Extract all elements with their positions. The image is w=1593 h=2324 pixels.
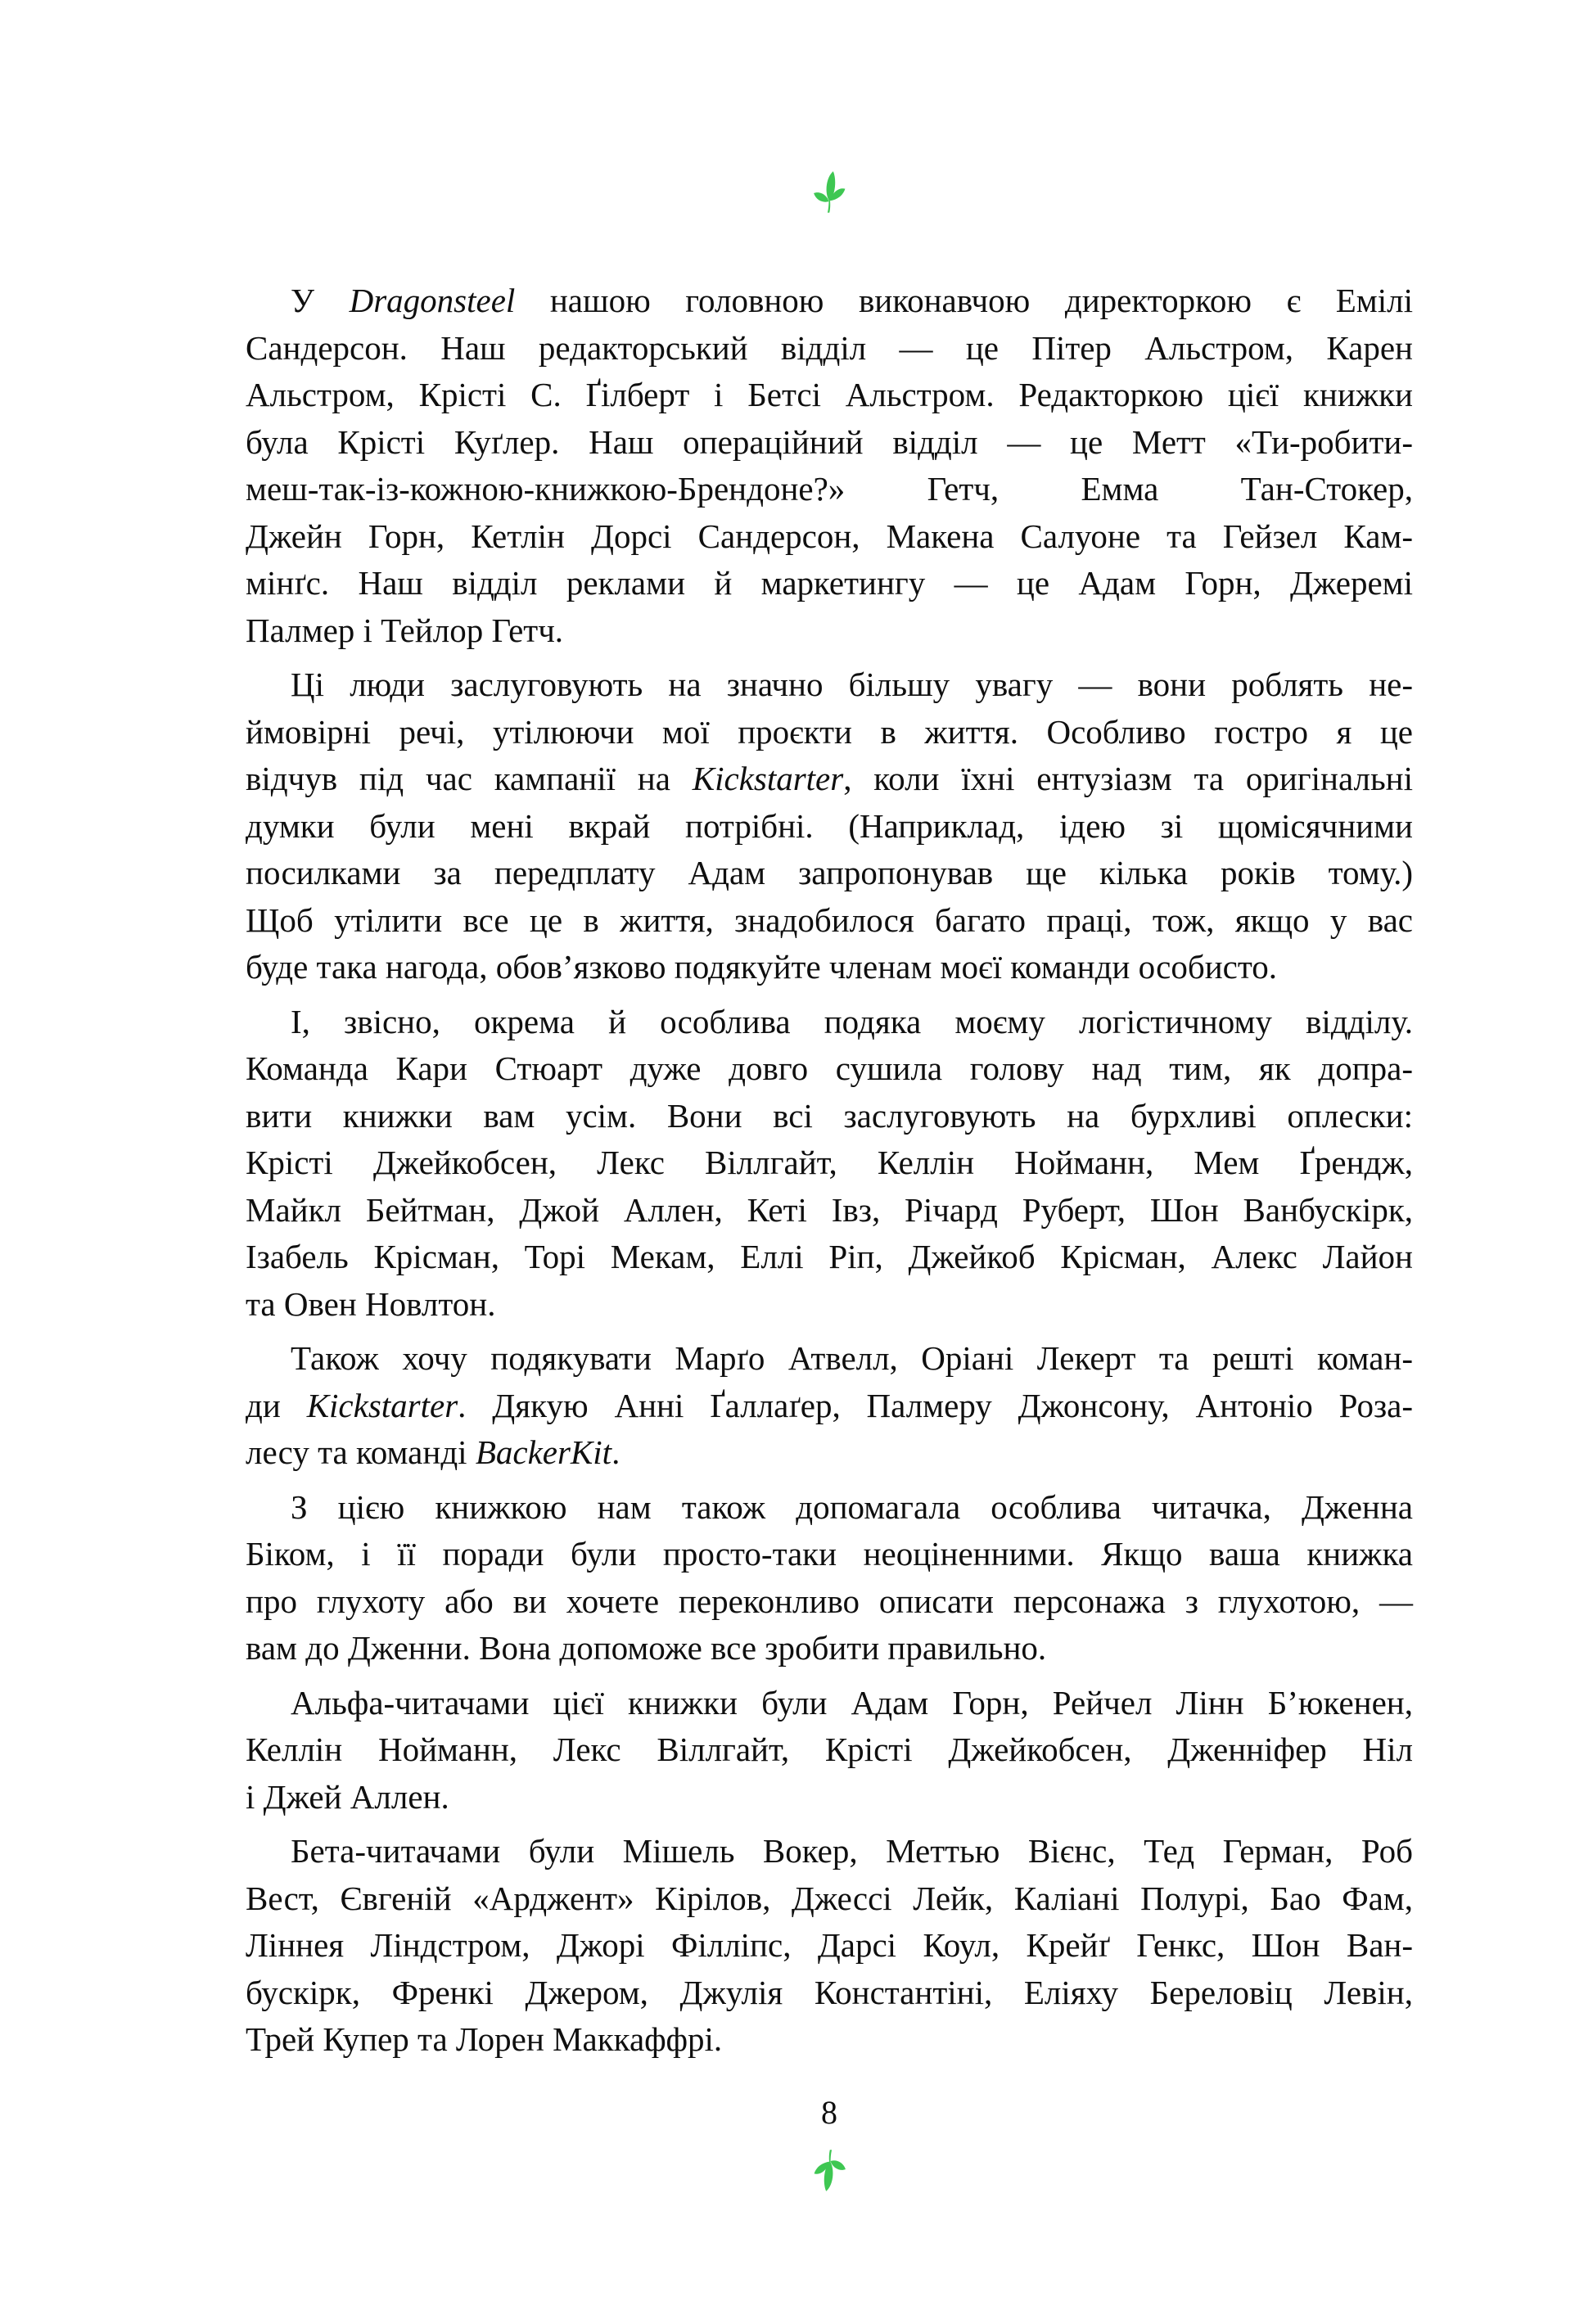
text-line: Біком, і її поради були просто-таки неоціненними. Якщо ваша книжка xyxy=(246,1535,1413,1573)
paragraph xyxy=(246,661,1413,991)
text-line: мінґс. Наш відділ реклами й маркетингу — це Адам Горн, Джеремі xyxy=(246,564,1413,602)
text-line: вити книжки вам усім. Вони всі заслуговують на бурхливі оплески: xyxy=(246,1096,1413,1135)
text-line: ди Kickstarter. Дякую Анні Ґаллаґер, Палмеру Джонсону, Антоніо Роза- xyxy=(246,1386,1413,1424)
text-line: та Овен Новлтон. xyxy=(246,1284,496,1323)
text-line: Альстром, Крісті С. Ґілберт і Бетсі Альстром. Редакторкою цієї книжки xyxy=(246,376,1413,413)
text-line: Сандерсон. Наш редакторський відділ — це Пітер Альстром, Карен xyxy=(246,328,1413,367)
text-line: Палмер і Тейлор Гетч. xyxy=(246,611,564,649)
page-number: 8 xyxy=(821,2094,837,2131)
text-line: У Dragonsteel нашою головною виконавчою директоркою є Емілі xyxy=(291,282,1413,319)
paragraph xyxy=(246,1484,1413,1672)
text-line: і Джей Аллен. xyxy=(246,1777,449,1816)
text-line: лесу та команді BackerKit. xyxy=(246,1433,621,1471)
body-text xyxy=(246,278,1413,2064)
leaf-sprig-icon xyxy=(811,169,849,214)
text-line: була Крісті Куґлер. Наш операційний відділ — це Метт «Ти-робити- xyxy=(246,422,1413,461)
paragraph xyxy=(246,278,1413,654)
text-line: Ізабель Крісман, Торі Мекам, Еллі Ріп, Джейкоб Крісман, Алекс Лайон xyxy=(246,1238,1413,1275)
text-line: про глухоту або ви хочете переконливо описати персонажа з глухотою, — xyxy=(246,1582,1413,1620)
text-line: Бета-читачами були Мішель Вокер, Меттью Вієнс, Тед Герман, Роб xyxy=(291,1832,1413,1870)
leaf-ornament-bottom xyxy=(810,2148,848,2193)
text-line: Ліннея Ліндстром, Джорі Філліпс, Дарсі Коул, Крейґ Генкс, Шон Ван- xyxy=(246,1926,1413,1964)
text-line: Також хочу подякувати Марґо Атвелл, Оріані Лекерт та решті коман- xyxy=(291,1339,1413,1377)
text-line: меш-так-із-кожною-книжкою-Брендоне?» Гетч, Емма Тан-Стокер, xyxy=(246,470,1413,508)
text-line: Трей Купер та Лорен Маккаффрі. xyxy=(246,2020,723,2058)
text-line: Команда Кари Стюарт дуже довго сушила голову над тим, як допра- xyxy=(246,1049,1413,1087)
text-line: Майкл Бейтман, Джой Аллен, Кеті Івз, Річард Руберт, Шон Ванбускірк, xyxy=(246,1190,1413,1229)
paragraph xyxy=(246,1335,1413,1477)
paragraph xyxy=(246,1680,1413,1821)
paragraph xyxy=(246,1828,1413,2064)
text-line: думки були мені вкрай потрібні. (Наприклад, ідею зі щомісячними xyxy=(246,806,1413,845)
text-line: Келлін Нойманн, Лекс Віллгайт, Крісті Джейкобсен, Дженніфер Ніл xyxy=(246,1731,1413,1768)
text-line: Вест, Євгеній «Арджент» Кірілов, Джессі Лейк, Каліані Полурі, Бао Фам, xyxy=(246,1879,1413,1917)
text-line: посилками за передплату Адам запропонував ще кілька років тому.) xyxy=(246,854,1413,891)
text-line: ймовірні речі, утілюючи мої проєкти в життя. Особливо гостро я це xyxy=(246,712,1413,751)
text-line: Альфа-читачами цієї книжки були Адам Горн, Рейчел Лінн Б’юкенен, xyxy=(291,1683,1413,1722)
text-line: Джейн Горн, Кетлін Дорсі Сандерсон, Макена Салуоне та Гейзел Кам- xyxy=(246,517,1413,555)
text-line: бускірк, Френкі Джером, Джулія Константіні, Еліяху Береловіц Левін, xyxy=(246,1973,1413,2011)
leaf-sprig-icon xyxy=(810,2148,848,2193)
text-line: вам до Дженни. Вона допоможе все зробити правильно. xyxy=(246,1629,1047,1667)
text-line: буде така нагода, обов’язково подякуйте членам моєї команди особисто. xyxy=(246,948,1277,986)
text-line: Крісті Джейкобсен, Лекс Віллгайт, Келлін Нойманн, Мем Ґрендж, xyxy=(246,1144,1413,1181)
text-line: Ці люди заслуговують на значно більшу увагу — вони роблять не- xyxy=(291,666,1413,703)
text-line: З цією книжкою нам також допомагала особлива читачка, Дженна xyxy=(291,1487,1413,1526)
text-line: І, звісно, окрема й особлива подяка моєму логістичному відділу. xyxy=(291,1002,1413,1040)
text-line: відчув під час кампанії на Kickstarter, коли їхні ентузіазм та оригінальні xyxy=(246,760,1413,797)
paragraph xyxy=(246,999,1413,1329)
leaf-ornament-top xyxy=(811,169,849,214)
text-line: Щоб утілити все це в життя, знадобилося багато праці, тож, якщо у вас xyxy=(246,900,1413,939)
